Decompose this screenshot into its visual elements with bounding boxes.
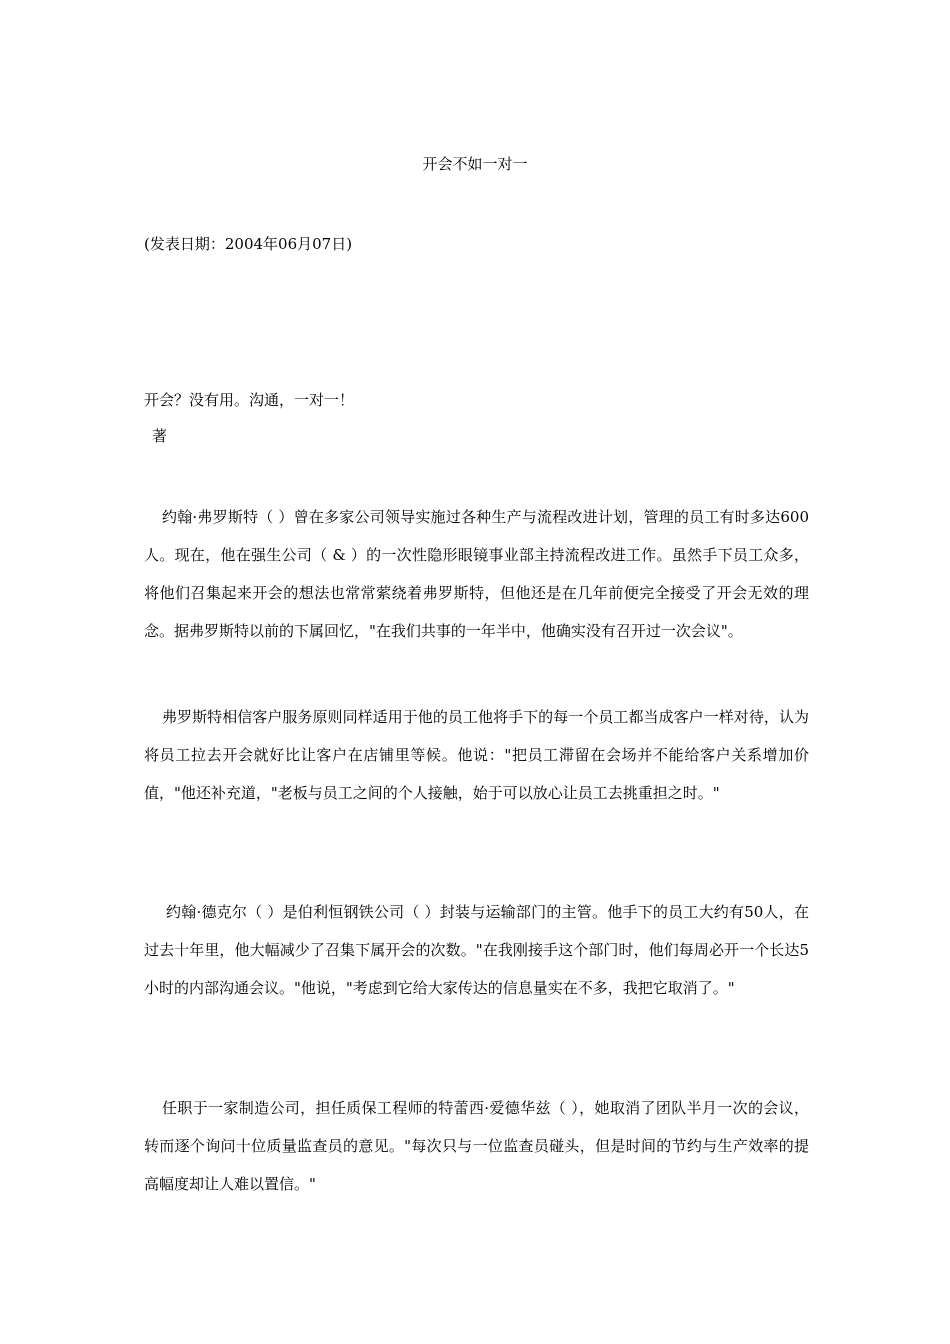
paragraph-frost-intro: 约翰·弗罗斯特（ ）曾在多家公司领导实施过各种生产与流程改进计划，管理的员工有时多达600人。现在，他在强生公司（ & ）的一次性隐形眼镜事业部主持流程改进工作。虽然手下员工众多，将他们召集起来开会的想法也常常萦绕着弗罗斯特，但他还是在几年前便完全接受了开会无效的理念。据弗罗斯特以前的下属回忆，"在我们共事的一年半中，他确实没有召开过一次会议"。 xyxy=(144,508,809,640)
paragraph-edwards: 任职于一家制造公司，担任质保工程师的特蕾西·爱德华兹（ ），她取消了团队半月一次的会议，转而逐个询问十位质量监查员的意见。"每次只与一位监查员碰头，但是时间的节约与生产效率的提高幅度却让人难以置信。" xyxy=(144,1099,809,1193)
publish-date: (发表日期：2004年06月07日) xyxy=(144,235,353,253)
author-line: 著 xyxy=(152,427,168,445)
paragraph-decker: 约翰·德克尔（ ）是伯利恒钢铁公司（ ）封装与运输部门的主管。他手下的员工大约有50人，在过去十年里，他大幅减少了召集下属开会的次数。"在我刚接手这个部门时，他们每周必开一个长达5小时的内部沟通会议。"他说，"考虑到它给大家传达的信息量实在不多，我把它取消了。" xyxy=(144,903,809,997)
paragraph-frost-principle: 弗罗斯特相信客户服务原则同样适用于他的员工他将手下的每一个员工都当成客户一样对待，认为将员工拉去开会就好比让客户在店铺里等候。他说："把员工滞留在会场并不能给客户关系增加价值，"他还补充道，"老板与员工之间的个人接触，始于可以放心让员工去挑重担之时。" xyxy=(144,708,809,802)
article-title: 开会不如一对一 xyxy=(422,155,528,173)
article-subtitle: 开会？没有用。沟通，一对一！ xyxy=(144,391,355,409)
